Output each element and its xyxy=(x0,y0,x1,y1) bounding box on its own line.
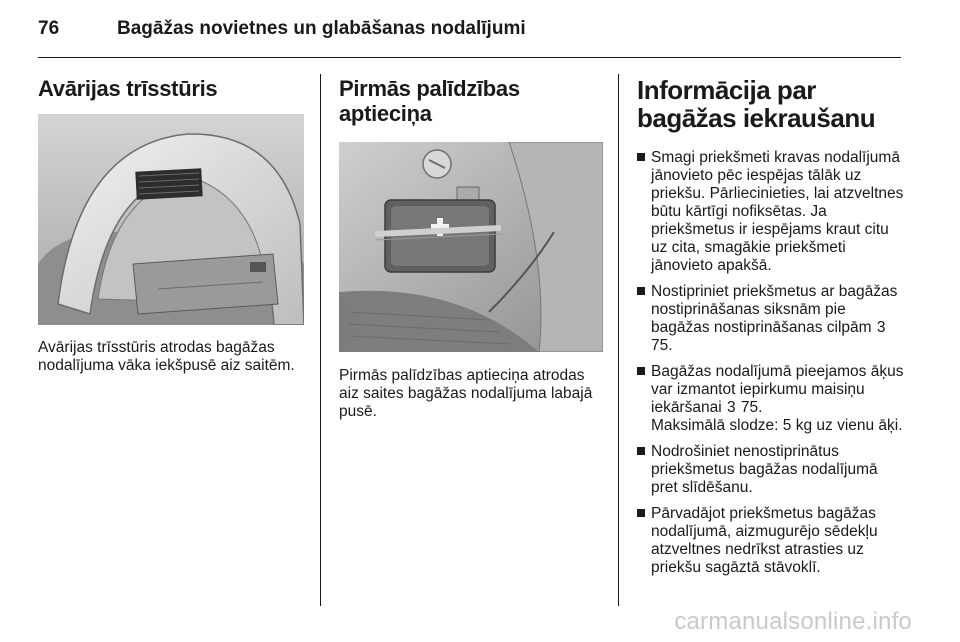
list-item-text: Smagi priekšmeti kravas nodalījumā jānovieto pēc iespējas tālāk uz priekšu. Pārliecinieties, lai atzveltnes būtu kārtīgi nofiksētas. Ja priekšmetus ir iespējams kraut citu uz cita, smagākie priekšmeti jānovieto apakšā. xyxy=(651,149,904,274)
page-reference-icon: 3 xyxy=(876,319,886,336)
list-item xyxy=(637,283,905,355)
list-item xyxy=(637,363,905,435)
list-item xyxy=(637,149,905,275)
watermark: carmanualsonline.info xyxy=(674,608,912,635)
loading-info-list xyxy=(637,149,905,577)
first-aid-heading: Pirmās palīdzības aptieciņa xyxy=(339,76,520,126)
page-number: 76 xyxy=(38,18,60,39)
bullet-icon xyxy=(637,287,645,295)
header-rule xyxy=(38,57,901,58)
page-reference[interactable]: 75. xyxy=(740,399,763,416)
list-item xyxy=(637,443,905,497)
warning-triangle-heading: Avārijas trīsstūris xyxy=(38,76,218,101)
first-aid-section xyxy=(339,76,605,421)
list-item-text: Pārvadājot priekšmetus bagāžas nodalījumā, aizmugurējo sēdekļu atzveltnes nedrīkst atrasties uz priekšu sagāztā stāvoklī. xyxy=(651,505,878,576)
first-aid-kit-photo xyxy=(339,142,603,352)
list-item-text: Nostipriniet priekšmetus ar bagāžas nostiprināšanas siksnām pie bagāžas nostiprināšanas cilpām xyxy=(651,283,898,336)
loading-info-heading: Informācija par bagāžas iekraušanu xyxy=(637,75,876,133)
bullet-icon xyxy=(637,367,645,375)
warning-triangle-caption: Avārijas trīsstūris atrodas bagāžas nodalījuma vāka iekšpusē aiz saitēm. xyxy=(38,339,295,374)
loading-info-section xyxy=(637,76,905,585)
column-divider xyxy=(320,74,321,606)
first-aid-caption: Pirmās palīdzības aptieciņa atrodas aiz saites bagāžas nodalījuma labajā pusē. xyxy=(339,367,593,420)
column-divider xyxy=(618,74,619,606)
bullet-icon xyxy=(637,447,645,455)
page-reference[interactable]: 75. xyxy=(651,337,673,354)
list-item xyxy=(637,505,905,577)
list-item-text: Bagāžas nodalījumā pieejamos āķus var izmantot iepirkumu maisiņu iekāršanai xyxy=(651,363,904,416)
bullet-icon xyxy=(637,509,645,517)
trunk-lid-photo xyxy=(38,114,304,325)
chapter-title: Bagāžas novietnes un glabāšanas nodalījumi xyxy=(117,18,526,39)
page-header xyxy=(38,18,904,58)
list-item-text: Nodrošiniet nenostiprinātus priekšmetus bagāžas nodalījumā pret slīdēšanu. xyxy=(651,443,878,496)
warning-triangle-section xyxy=(38,76,306,375)
bullet-icon xyxy=(637,153,645,161)
page-reference-icon: 3 xyxy=(726,399,736,416)
list-item-text: Maksimālā slodze: 5 kg uz vienu āķi. xyxy=(651,417,903,434)
